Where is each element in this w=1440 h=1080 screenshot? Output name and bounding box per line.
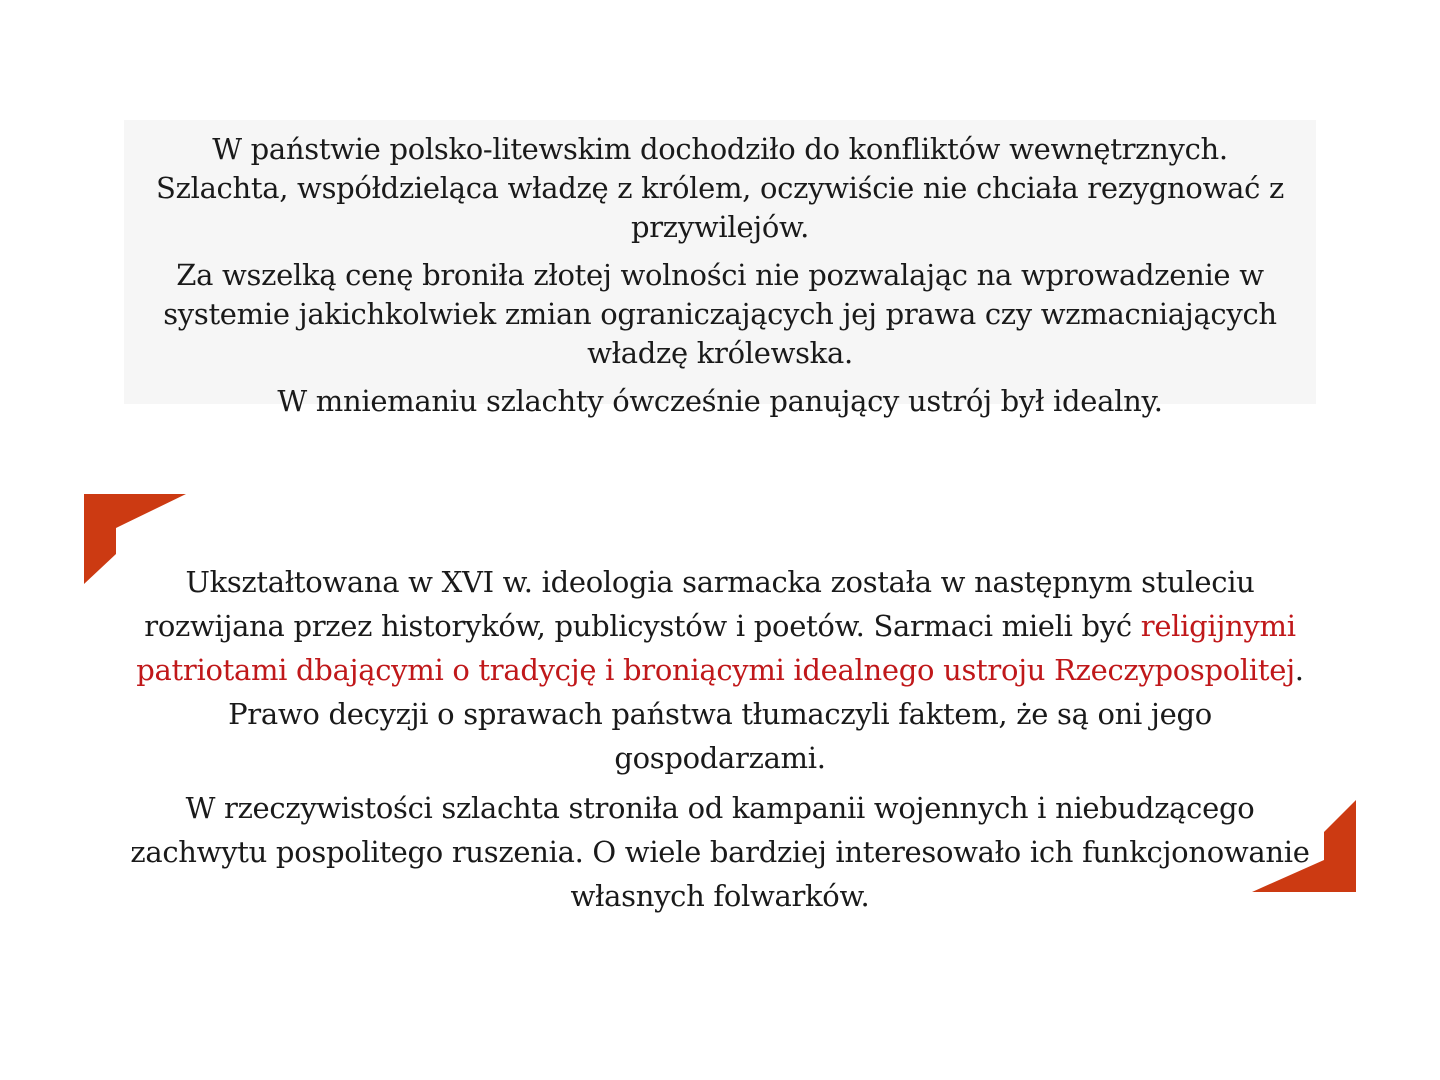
bottom-text-section — [124, 560, 1316, 924]
top-text-box — [124, 120, 1316, 418]
highlighted-phrase: religijnymi patriotami dbającymi o tradycję i broniącymi idealnego ustroju Rzeczypospolitej — [136, 609, 1296, 687]
top-paragraph-2: Za wszelką cenę broniła złotej wolności nie pozwalając na wprowadzenie w systemie jakichkolwiek zmian ograniczających jej prawa czy wzmacniających władzę królewska. — [163, 258, 1277, 370]
bottom-paragraph-1-end: . Prawo decyzji o sprawach państwa tłumaczyli faktem, że są oni jego gospodarzami. — [228, 653, 1304, 775]
bottom-paragraph-1-start: Ukształtowana w XVI w. ideologia sarmacka została w następnym stuleciu rozwijana przez historyków, publicystów i poetów. Sarmaci mieli być — [144, 565, 1255, 643]
corner-shape-bottom-right — [1252, 800, 1356, 892]
corner-decoration-bottom-right — [1252, 800, 1356, 892]
top-paragraph-3: W mniemaniu szlachty ówcześnie panujący ustrój był idealny. — [277, 384, 1163, 418]
bottom-paragraph-1 — [124, 560, 1316, 780]
bottom-paragraph-2: W rzeczywistości szlachta stroniła od kampanii wojennych i niebudzącego zachwytu pospolitego ruszenia. O wiele bardziej interesowało ich funkcjonowanie własnych folwarków. — [130, 791, 1310, 913]
top-paragraph-1: W państwie polsko-litewskim dochodziło do konfliktów wewnętrznych. Szlachta, współdzieląca władzę z królem, oczywiście nie chciała rezygnować z przywilejów. — [156, 132, 1284, 244]
